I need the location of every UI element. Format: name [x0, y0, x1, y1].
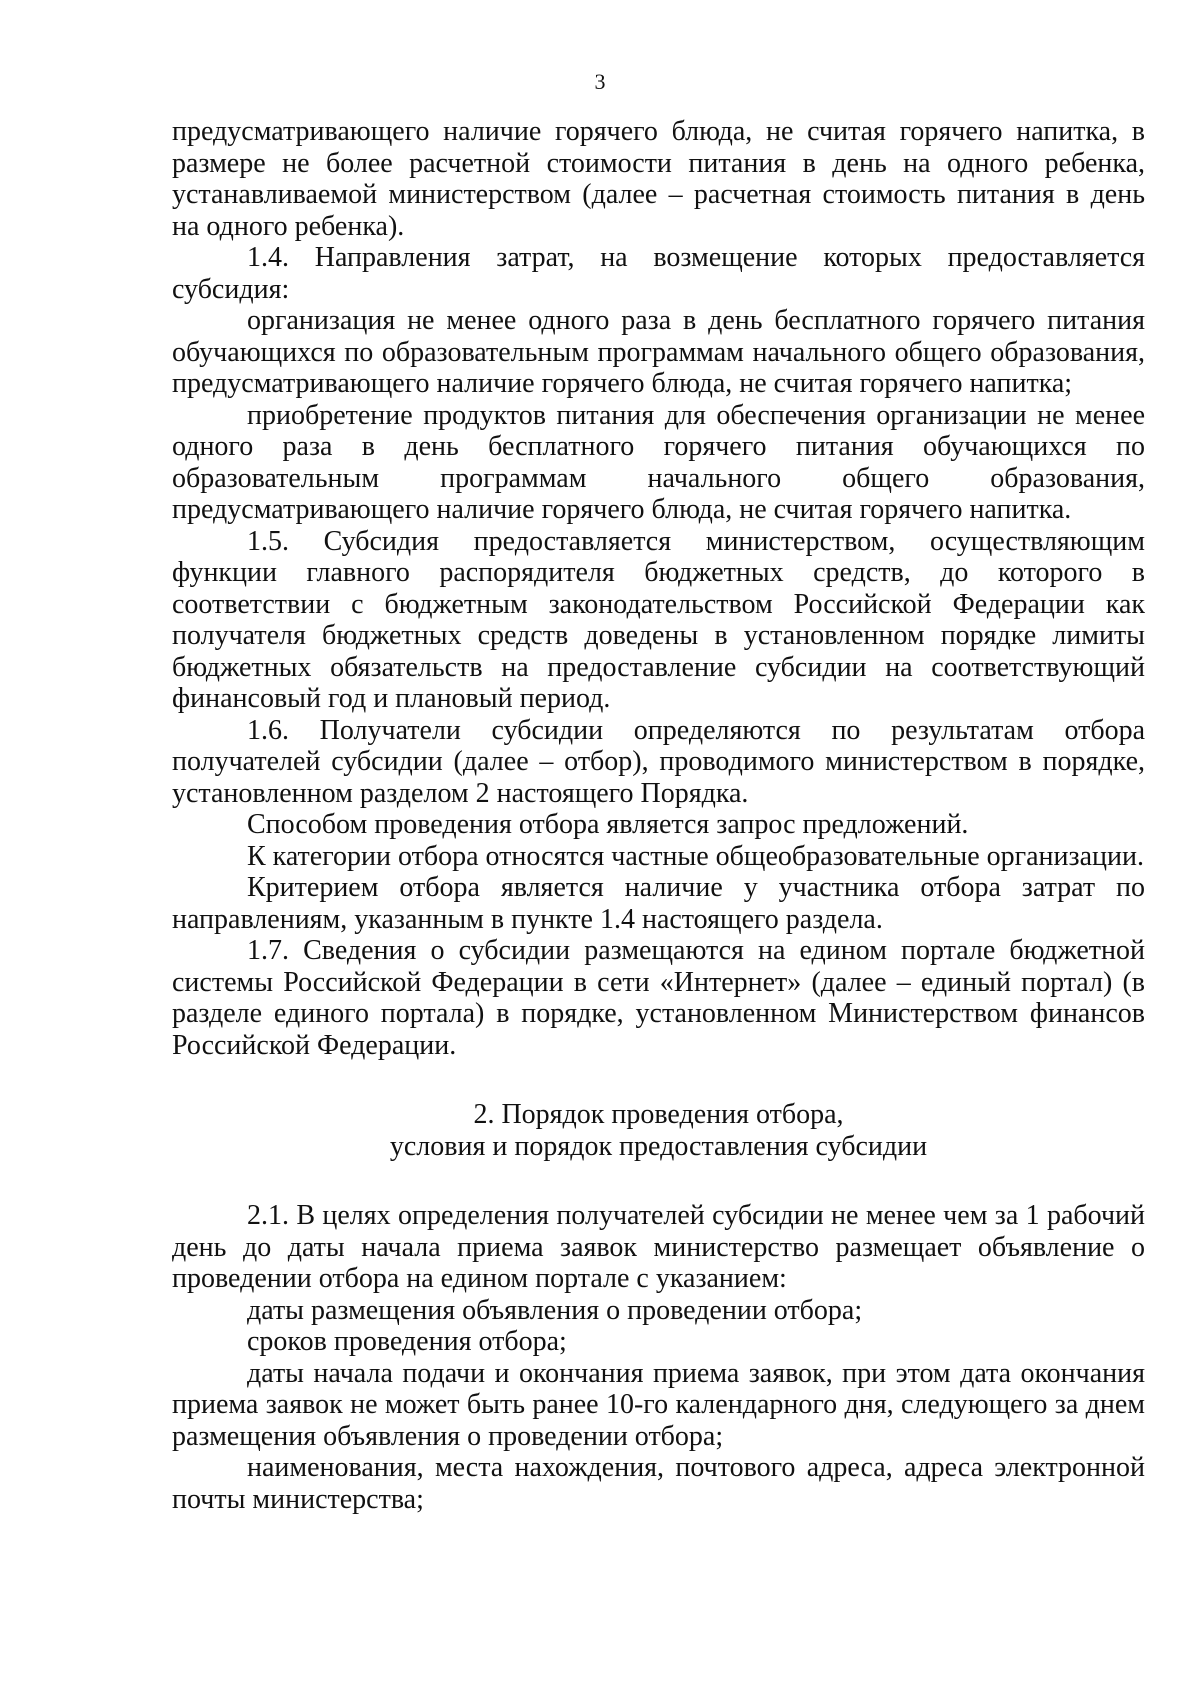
page-number: 3 — [594, 69, 606, 94]
paragraph: предусматривающего наличие горячего блюда, не считая горячего напитка, в размере не более расчетной стоимости питания в день на одного ребенка, устанавливаемой министерством (далее – расчетная стоимость питания в день на одного ребенка). — [172, 116, 1145, 242]
paragraph: 1.4. Направления затрат, на возмещение которых предоставляется субсидия: — [172, 242, 1145, 305]
paragraph: организация не менее одного раза в день бесплатного горячего питания обучающихся по образовательным программам начального общего образования, предусматривающего наличие горячего блюда, не считая горячего напитка; — [172, 305, 1145, 399]
paragraph: наименования, места нахождения, почтового адреса, адреса электронной почты министерства; — [172, 1452, 1145, 1515]
section-2-body — [172, 1200, 1145, 1515]
paragraph: Способом проведения отбора является запрос предложений. — [247, 809, 969, 840]
paragraph: даты размещения объявления о проведении отбора; — [247, 1294, 863, 1326]
section-heading — [172, 1099, 1145, 1162]
section-1-continuation — [172, 116, 1145, 1061]
paragraph: 1.6. Получатели субсидии определяются по результатам отбора получателей субсидии (далее – отбор), проводимого министерством в порядке, установленном разделом 2 настоящего Порядка. — [172, 714, 1145, 809]
paragraph: 2.1. В целях определения получателей субсидии не менее чем за 1 рабочий день до даты начала приема заявок министерство размещает объявление о проведении отбора на едином портале с указанием: — [172, 1200, 1145, 1294]
paragraph: 1.7. Сведения о субсидии размещаются на едином портале бюджетной системы Российской Федерации в сети «Интернет» (далее – единый портал) (в разделе единого портала) в порядке, установленном Министерством финансов Российской Федерации. — [172, 935, 1145, 1061]
document-body — [172, 116, 1145, 1515]
paragraph: 1.5. Субсидия предоставляется министерством, осуществляющим функции главного распорядителя бюджетных средств, до которого в соответствии с бюджетным законодательством Российской Федерации как получателя бюджетных средств доведены в установленном порядке лимиты бюджетных обязательств на предоставление субсидии на соответствующий финансовый год и плановый период. — [172, 525, 1145, 714]
paragraph: приобретение продуктов питания для обеспечения организации не менее одного раза в день бесплатного горячего питания обучающихся по образовательным программам начального общего образования, предусматривающего наличие горячего блюда, не считая горячего напитка. — [172, 399, 1145, 525]
section-heading-line-1: 2. Порядок проведения отбора, — [473, 1099, 844, 1130]
paragraph: К категории отбора относятся частные общеобразовательные организации. — [247, 840, 1144, 872]
paragraph: даты начала подачи и окончания приема заявок, при этом дата окончания приема заявок не может быть ранее 10-го календарного дня, следующего за днем размещения объявления о проведении отбора; — [172, 1357, 1145, 1452]
section-heading-line-2: условия и порядок предоставления субсидии — [389, 1130, 928, 1162]
paragraph: Критерием отбора является наличие у участника отбора затрат по направлениям, указанным в пункте 1.4 настоящего раздела. — [172, 872, 1145, 935]
paragraph: сроков проведения отбора; — [247, 1326, 567, 1357]
